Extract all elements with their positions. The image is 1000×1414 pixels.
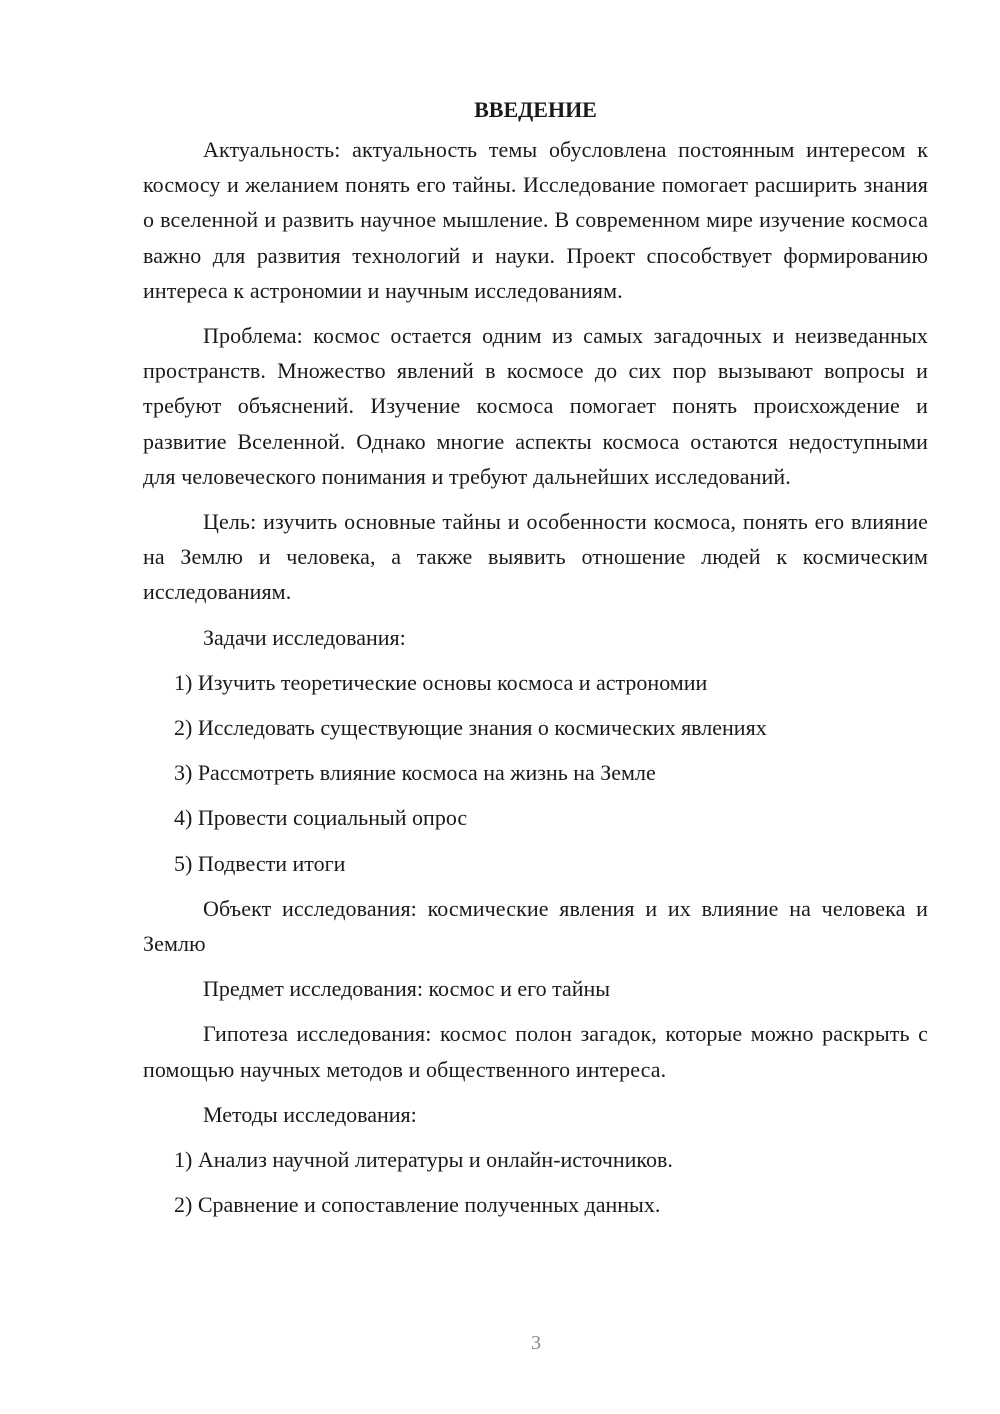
relevance-paragraph: Актуальность: актуальность темы обусловлена постоянным интересом к космосу и желанием понять его тайны. Исследование помогает расширить знания о вселенной и развить научное мышление. В современном мире изучение космоса важно для развития технологий и науки. Проект способствует формированию интереса к астрономии и научным исследованиям. — [143, 137, 928, 303]
task-item: 1) Изучить теоретические основы космоса и астрономии — [174, 669, 708, 695]
object-paragraph: Объект исследования: космические явления и их влияние на человека и Землю — [143, 895, 928, 957]
page-title: ВВЕДЕНИЕ — [474, 97, 597, 122]
method-item: 2) Сравнение и сопоставление полученных данных. — [174, 1192, 661, 1218]
method-item: 1) Анализ научной литературы и онлайн-источников. — [174, 1147, 673, 1173]
task-item: 3) Рассмотреть влияние космоса на жизнь на Земле — [174, 760, 656, 786]
methods-label: Методы исследования: — [203, 1101, 417, 1127]
subject-paragraph: Предмет исследования: космос и его тайны — [203, 976, 611, 1002]
hypothesis-paragraph: Гипотеза исследования: космос полон загадок, которые можно раскрыть с помощью научных методов и общественного интереса. — [143, 1021, 928, 1082]
task-item: 4) Провести социальный опрос — [174, 805, 468, 831]
page-number: 3 — [531, 1332, 541, 1354]
task-item: 5) Подвести итоги — [174, 850, 346, 876]
goal-paragraph: Цель: изучить основные тайны и особенности космоса, понять его влияние на Землю и человека, а также выявить отношение людей к космическим исследованиям. — [143, 509, 928, 605]
document-page — [143, 88, 928, 1232]
task-item: 2) Исследовать существующие знания о космических явлениях — [174, 715, 767, 741]
tasks-label: Задачи исследования: — [203, 624, 406, 650]
problem-paragraph: Проблема: космос остается одним из самых загадочных и неизведанных пространств. Множество явлений в космосе до сих пор вызывают вопросы и требуют объяснений. Изучение космоса помогает понять происхождение и развитие Вселенной. Однако многие аспекты космоса остаются недоступными для человеческого понимания и требуют дальнейших исследований. — [143, 323, 928, 489]
